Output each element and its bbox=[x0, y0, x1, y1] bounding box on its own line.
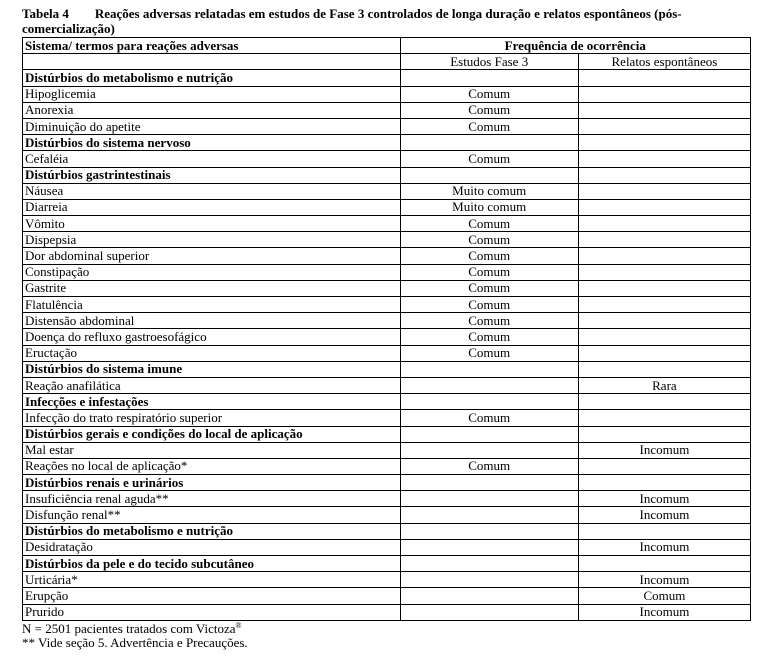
reaction-term: Constipação bbox=[23, 264, 401, 280]
spontaneous-frequency bbox=[578, 475, 750, 491]
phase3-frequency: Comum bbox=[400, 102, 578, 118]
section-heading: Distúrbios do sistema imune bbox=[23, 361, 401, 377]
reaction-term: Insuficiência renal aguda** bbox=[23, 491, 401, 507]
phase3-frequency bbox=[400, 442, 578, 458]
phase3-frequency bbox=[400, 556, 578, 572]
spontaneous-frequency bbox=[578, 280, 750, 296]
spontaneous-frequency bbox=[578, 556, 750, 572]
table-row bbox=[23, 264, 751, 280]
spontaneous-frequency bbox=[578, 135, 750, 151]
section-heading: Distúrbios do metabolismo e nutrição bbox=[23, 523, 401, 539]
phase3-frequency bbox=[400, 167, 578, 183]
phase3-frequency: Muito comum bbox=[400, 183, 578, 199]
reaction-term: Flatulência bbox=[23, 297, 401, 313]
spontaneous-frequency bbox=[578, 313, 750, 329]
spontaneous-frequency bbox=[578, 167, 750, 183]
table-row bbox=[23, 248, 751, 264]
spontaneous-frequency bbox=[578, 523, 750, 539]
section-row bbox=[23, 523, 751, 539]
table-row bbox=[23, 458, 751, 474]
reaction-term: Dor abdominal superior bbox=[23, 248, 401, 264]
table-row bbox=[23, 232, 751, 248]
table-row bbox=[23, 588, 751, 604]
table-row bbox=[23, 572, 751, 588]
table-row bbox=[23, 118, 751, 134]
table-row bbox=[23, 539, 751, 555]
reaction-term: Hipoglicemia bbox=[23, 86, 401, 102]
section-row bbox=[23, 556, 751, 572]
table-row bbox=[23, 442, 751, 458]
spontaneous-frequency bbox=[578, 394, 750, 410]
reaction-term: Infecção do trato respiratório superior bbox=[23, 410, 401, 426]
spontaneous-frequency bbox=[578, 264, 750, 280]
phase3-frequency bbox=[400, 394, 578, 410]
reaction-term: Erupção bbox=[23, 588, 401, 604]
phase3-frequency bbox=[400, 588, 578, 604]
table-row bbox=[23, 491, 751, 507]
section-row bbox=[23, 361, 751, 377]
section-heading: Distúrbios renais e urinários bbox=[23, 475, 401, 491]
table-row bbox=[23, 297, 751, 313]
phase3-frequency bbox=[400, 377, 578, 393]
reaction-term: Gastrite bbox=[23, 280, 401, 296]
reaction-term: Anorexia bbox=[23, 102, 401, 118]
spontaneous-frequency bbox=[578, 426, 750, 442]
phase3-frequency: Comum bbox=[400, 410, 578, 426]
spontaneous-frequency: Incomum bbox=[578, 507, 750, 523]
phase3-frequency: Comum bbox=[400, 345, 578, 361]
reaction-term: Eructação bbox=[23, 345, 401, 361]
phase3-frequency bbox=[400, 426, 578, 442]
section-row bbox=[23, 135, 751, 151]
table-body bbox=[23, 70, 751, 620]
table-row bbox=[23, 313, 751, 329]
footnote-reference: ** Vide seção 5. Advertência e Precauções. bbox=[22, 634, 248, 650]
header-frequency: Frequência de ocorrência bbox=[400, 38, 750, 54]
table-row bbox=[23, 507, 751, 523]
registered-mark: ® bbox=[235, 620, 242, 630]
phase3-frequency bbox=[400, 475, 578, 491]
table-subheader-row bbox=[23, 54, 751, 70]
spontaneous-frequency bbox=[578, 216, 750, 232]
spontaneous-frequency bbox=[578, 151, 750, 167]
section-heading: Distúrbios gastrintestinais bbox=[23, 167, 401, 183]
section-heading: Infecções e infestações bbox=[23, 394, 401, 410]
reaction-term: Distensão abdominal bbox=[23, 313, 401, 329]
spontaneous-frequency: Incomum bbox=[578, 539, 750, 555]
phase3-frequency bbox=[400, 70, 578, 86]
section-heading: Distúrbios do sistema nervoso bbox=[23, 135, 401, 151]
header-phase3: Estudos Fase 3 bbox=[400, 54, 578, 70]
spontaneous-frequency: Rara bbox=[578, 377, 750, 393]
phase3-frequency: Comum bbox=[400, 280, 578, 296]
footnotes bbox=[22, 622, 754, 650]
phase3-frequency: Comum bbox=[400, 458, 578, 474]
spontaneous-frequency bbox=[578, 248, 750, 264]
table-row bbox=[23, 183, 751, 199]
phase3-frequency bbox=[400, 604, 578, 620]
spontaneous-frequency: Comum bbox=[578, 588, 750, 604]
adverse-reactions-table bbox=[22, 37, 751, 621]
reaction-term: Doença do refluxo gastroesofágico bbox=[23, 329, 401, 345]
section-row bbox=[23, 70, 751, 86]
phase3-frequency: Comum bbox=[400, 232, 578, 248]
spontaneous-frequency bbox=[578, 199, 750, 215]
table-title: Reações adversas relatadas em estudos de Fase 3 controlados de longa duração e relatos espontâneos (pós-comercialização) bbox=[22, 6, 682, 36]
spontaneous-frequency bbox=[578, 458, 750, 474]
reaction-term: Diminuição do apetite bbox=[23, 118, 401, 134]
table-caption bbox=[22, 6, 752, 36]
spontaneous-frequency bbox=[578, 86, 750, 102]
spontaneous-frequency bbox=[578, 118, 750, 134]
phase3-frequency: Comum bbox=[400, 264, 578, 280]
section-heading: Distúrbios gerais e condições do local de aplicação bbox=[23, 426, 401, 442]
reaction-term: Disfunção renal** bbox=[23, 507, 401, 523]
reaction-term: Mal estar bbox=[23, 442, 401, 458]
spontaneous-frequency bbox=[578, 183, 750, 199]
phase3-frequency bbox=[400, 135, 578, 151]
table-row bbox=[23, 102, 751, 118]
phase3-frequency bbox=[400, 539, 578, 555]
spontaneous-frequency: Incomum bbox=[578, 491, 750, 507]
table-header-row bbox=[23, 38, 751, 54]
phase3-frequency: Comum bbox=[400, 313, 578, 329]
section-heading: Distúrbios do metabolismo e nutrição bbox=[23, 70, 401, 86]
table-row bbox=[23, 216, 751, 232]
phase3-frequency bbox=[400, 361, 578, 377]
spontaneous-frequency bbox=[578, 361, 750, 377]
phase3-frequency: Comum bbox=[400, 86, 578, 102]
spontaneous-frequency bbox=[578, 329, 750, 345]
table-row bbox=[23, 604, 751, 620]
table-row bbox=[23, 377, 751, 393]
table-number: Tabela 4 bbox=[22, 6, 69, 21]
phase3-frequency bbox=[400, 507, 578, 523]
spontaneous-frequency bbox=[578, 345, 750, 361]
reaction-term: Reação anafilática bbox=[23, 377, 401, 393]
spontaneous-frequency bbox=[578, 297, 750, 313]
footnote-n-text: N = 2501 pacientes tratados com Victoza bbox=[22, 620, 236, 636]
reaction-term: Cefaléia bbox=[23, 151, 401, 167]
spontaneous-frequency bbox=[578, 102, 750, 118]
spontaneous-frequency: Incomum bbox=[578, 604, 750, 620]
footnote-n bbox=[22, 622, 754, 636]
table-row bbox=[23, 345, 751, 361]
spontaneous-frequency: Incomum bbox=[578, 572, 750, 588]
table-row bbox=[23, 151, 751, 167]
phase3-frequency: Comum bbox=[400, 297, 578, 313]
section-row bbox=[23, 167, 751, 183]
reaction-term: Diarreia bbox=[23, 199, 401, 215]
phase3-frequency: Comum bbox=[400, 329, 578, 345]
table-row bbox=[23, 199, 751, 215]
reaction-term: Urticária* bbox=[23, 572, 401, 588]
phase3-frequency: Comum bbox=[400, 248, 578, 264]
section-heading: Distúrbios da pele e do tecido subcutâneo bbox=[23, 556, 401, 572]
section-row bbox=[23, 475, 751, 491]
phase3-frequency: Comum bbox=[400, 216, 578, 232]
spontaneous-frequency bbox=[578, 232, 750, 248]
header-empty-cell bbox=[23, 54, 401, 70]
spontaneous-frequency bbox=[578, 70, 750, 86]
spontaneous-frequency: Incomum bbox=[578, 442, 750, 458]
phase3-frequency bbox=[400, 523, 578, 539]
table-row bbox=[23, 280, 751, 296]
reaction-term: Dispepsia bbox=[23, 232, 401, 248]
spontaneous-frequency bbox=[578, 410, 750, 426]
table-row bbox=[23, 329, 751, 345]
header-system-terms: Sistema/ termos para reações adversas bbox=[23, 38, 401, 54]
phase3-frequency: Comum bbox=[400, 118, 578, 134]
section-row bbox=[23, 426, 751, 442]
reaction-term: Reações no local de aplicação* bbox=[23, 458, 401, 474]
phase3-frequency: Comum bbox=[400, 151, 578, 167]
reaction-term: Vômito bbox=[23, 216, 401, 232]
table-row bbox=[23, 410, 751, 426]
reaction-term: Desidratação bbox=[23, 539, 401, 555]
phase3-frequency bbox=[400, 491, 578, 507]
phase3-frequency: Muito comum bbox=[400, 199, 578, 215]
section-row bbox=[23, 394, 751, 410]
reaction-term: Prurido bbox=[23, 604, 401, 620]
reaction-term: Náusea bbox=[23, 183, 401, 199]
header-spontaneous: Relatos espontâneos bbox=[578, 54, 750, 70]
table-row bbox=[23, 86, 751, 102]
phase3-frequency bbox=[400, 572, 578, 588]
